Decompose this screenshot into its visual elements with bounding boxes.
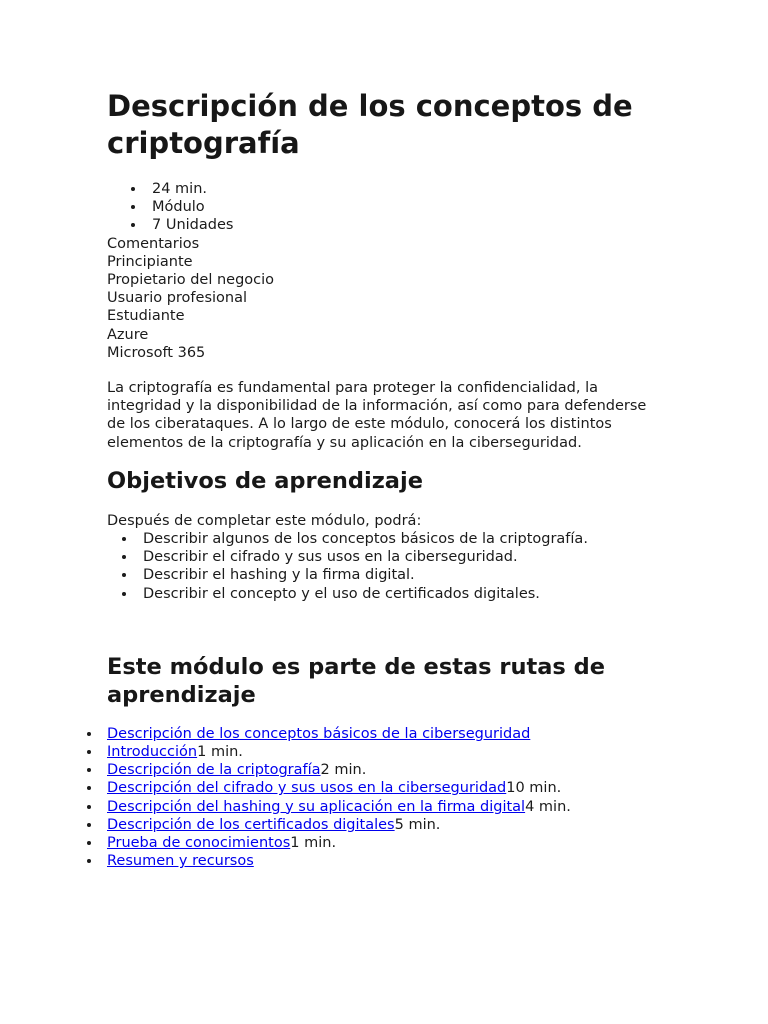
list-item bbox=[107, 834, 667, 852]
tag-role-student: Estudiante bbox=[107, 308, 185, 325]
tag-role-business-owner: Propietario del negocio bbox=[107, 272, 275, 289]
unit-link-intro[interactable]: Introducción bbox=[107, 744, 198, 761]
meta-type: Módulo bbox=[152, 198, 667, 216]
list-item bbox=[107, 725, 667, 743]
meta-duration: 24 min. bbox=[152, 180, 667, 198]
feedback-label[interactable]: Comentarios bbox=[107, 235, 200, 252]
module-meta-list bbox=[107, 180, 667, 235]
module-summary: La criptografía es fundamental para proteger la confidencialidad, la integridad y la disponibilidad de la información, así como para defenderse de los ciberataques. A lo largo de este módulo, conocerá los distintos elementos de la criptografía y su aplicación en la ciberseguridad. bbox=[107, 380, 647, 451]
list-item bbox=[107, 779, 667, 797]
unit-link-knowledge-check[interactable]: Prueba de conocimientos bbox=[107, 835, 291, 852]
list-item bbox=[107, 798, 667, 816]
learning-paths-heading: Este módulo es parte de estas rutas de aprendizaje bbox=[107, 653, 606, 708]
list-item bbox=[107, 761, 667, 779]
objectives-heading: Objetivos de aprendizaje bbox=[107, 467, 423, 494]
unit-duration: 10 min. bbox=[506, 780, 562, 797]
tag-product-m365: Microsoft 365 bbox=[107, 344, 206, 361]
objectives-lead: Después de completar este módulo, podrá: bbox=[107, 512, 422, 529]
page-title: Descripción de los conceptos de criptografía bbox=[107, 89, 633, 160]
unit-duration: 4 min. bbox=[525, 798, 571, 815]
tag-role-business-user: Usuario profesional bbox=[107, 290, 248, 307]
tag-list bbox=[107, 235, 667, 362]
unit-link-cryptography[interactable]: Descripción de la criptografía bbox=[107, 762, 321, 779]
objective-item: Describir el hashing y la firma digital. bbox=[143, 566, 667, 584]
tag-product-azure: Azure bbox=[107, 326, 149, 343]
unit-duration: 5 min. bbox=[394, 816, 441, 833]
learning-path-list bbox=[107, 725, 667, 871]
list-item bbox=[107, 852, 667, 870]
tag-level: Principiante bbox=[107, 253, 193, 270]
unit-link-encryption[interactable]: Descripción del cifrado y sus usos en la ciberseguridad bbox=[107, 780, 507, 797]
unit-link-certificates[interactable]: Descripción de los certificados digitales bbox=[107, 816, 395, 833]
list-item bbox=[107, 743, 667, 761]
unit-duration: 1 min. bbox=[290, 835, 337, 852]
objectives-list bbox=[107, 530, 667, 603]
module-page bbox=[107, 88, 667, 870]
unit-link-hashing[interactable]: Descripción del hashing y su aplicación en la firma digital bbox=[107, 798, 526, 815]
objective-item: Describir algunos de los conceptos básicos de la criptografía. bbox=[143, 530, 667, 548]
objective-item: Describir el cifrado y sus usos en la ciberseguridad. bbox=[143, 548, 667, 566]
unit-link-summary[interactable]: Resumen y recursos bbox=[107, 853, 254, 870]
path-link-cybersecurity[interactable]: Descripción de los conceptos básicos de la ciberseguridad bbox=[107, 725, 531, 742]
list-item bbox=[107, 816, 667, 834]
objective-item: Describir el concepto y el uso de certificados digitales. bbox=[143, 585, 667, 603]
unit-duration: 1 min. bbox=[197, 744, 243, 761]
unit-duration: 2 min. bbox=[320, 762, 367, 779]
meta-units: 7 Unidades bbox=[152, 216, 667, 234]
